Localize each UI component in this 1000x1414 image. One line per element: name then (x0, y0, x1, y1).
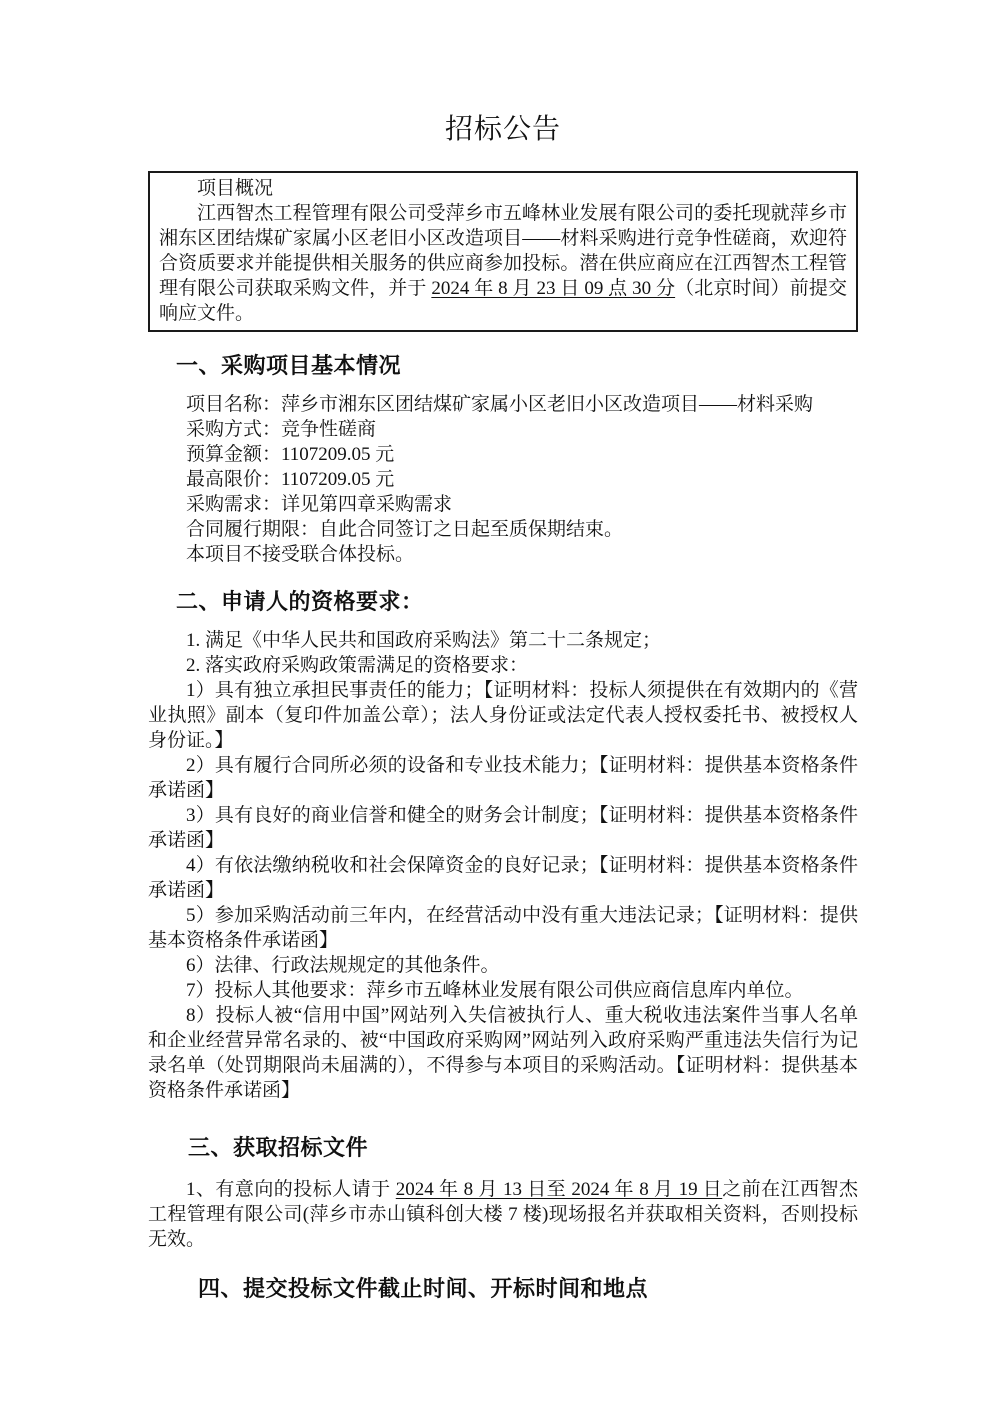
qualification-item: 2）具有履行合同所必须的设备和专业技术能力；【证明材料：提供基本资格条件承诺函】 (148, 755, 858, 801)
section-four-heading: 四、提交投标文件截止时间、开标时间和地点 (198, 1276, 649, 1301)
qualification-item: 1. 满足《中华人民共和国政府采购法》第二十二条规定； (186, 630, 662, 651)
section-one-body (148, 392, 858, 567)
qualification-item: 7）投标人其他要求：萍乡市五峰林业发展有限公司供应商信息库内单位。 (186, 980, 804, 1001)
obtain-text-tail: 之前在江西智杰工程管理有限公司(萍乡市赤山镇科创大楼 7 楼)现场报名并获取相关资料，否则投标无效。 (148, 1179, 858, 1250)
qualification-item: 4）有依法缴纳税收和社会保障资金的良好记录；【证明材料：提供基本资格条件承诺函】 (148, 855, 858, 901)
budget-amount-line: 预算金额：1107209.05 元 (186, 444, 395, 465)
project-overview-box (148, 171, 858, 332)
overview-text-lead: 江西智杰工程管理有限公司受萍乡市五峰林业发展有限公司的委托现就萍乡市湘东区团结煤矿家属小区老旧小区改造项目——材料采购进行竞争性磋商，欢迎符合资质要求并能提供相关服务的供应商参加投标。潜在供应商应在江西智杰工程管理有限公司获取采购文件，并于 (159, 203, 847, 299)
document-obtain-paragraph (148, 1177, 858, 1252)
max-price-line: 最高限价：1107209.05 元 (186, 469, 395, 490)
section-three-heading: 三、获取招标文件 (188, 1135, 369, 1160)
no-consortium-line: 本项目不接受联合体投标。 (186, 544, 415, 565)
procurement-demand-line: 采购需求：详见第四章采购需求 (186, 494, 453, 515)
page-title: 招标公告 (444, 114, 561, 145)
section-three-body (148, 1177, 858, 1252)
obtain-text-lead: 1、有意向的投标人请于 (186, 1179, 396, 1200)
section-two-body (148, 628, 858, 1103)
contract-period-line: 合同履行期限：自此合同签订之日起至质保期结束。 (186, 519, 624, 540)
qualification-item: 1）具有独立承担民事责任的能力；【证明材料：投标人须提供在有效期内的《营业执照》副本（复印件加盖公章）；法人身份证或法定代表人授权委托书、被授权人身份证。】 (148, 680, 858, 751)
procurement-method-line: 采购方式：竞争性磋商 (186, 419, 377, 440)
registration-dates-underlined: 2024 年 8 月 13 日至 2024 年 8 月 19 日 (395, 1179, 723, 1200)
project-name-line: 项目名称：萍乡市湘东区团结煤矿家属小区老旧小区改造项目——材料采购 (186, 394, 814, 415)
section-one-heading: 一、采购项目基本情况 (176, 353, 402, 378)
qualification-item: 6）法律、行政法规规定的其他条件。 (186, 955, 500, 976)
overview-text-tail: （北京时间）前提交响应文件。 (159, 278, 847, 324)
qualification-item: 8）投标人被“信用中国”网站列入失信被执行人、重大税收违法案件当事人名单和企业经营异常名录的、被“中国政府采购网”网站列入政府采购严重违法失信行为记录名单（处罚期限尚未届满的），不得参与本项目的采购活动。【证明材料：提供基本资格条件承诺函】 (148, 1005, 858, 1101)
qualification-item: 3）具有良好的商业信誉和健全的财务会计制度；【证明材料：提供基本资格条件承诺函】 (148, 805, 858, 851)
overview-paragraph (159, 201, 847, 326)
response-deadline-underlined: 2024 年 8 月 23 日 09 点 30 分 (431, 278, 676, 299)
overview-heading: 项目概况 (197, 178, 274, 199)
section-two-heading: 二、申请人的资格要求： (176, 589, 424, 614)
qualification-item: 2. 落实政府采购政策需满足的资格要求： (186, 655, 529, 676)
qualification-item: 5）参加采购活动前三年内，在经营活动中没有重大违法记录；【证明材料：提供基本资格条件承诺函】 (148, 905, 858, 951)
